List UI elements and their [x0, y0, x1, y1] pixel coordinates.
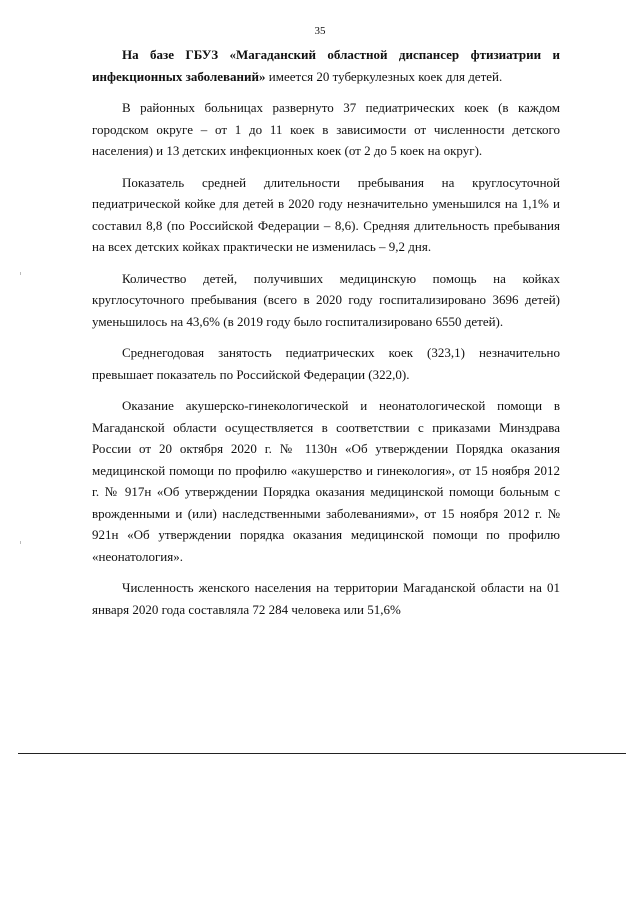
paragraph-obstetric-care: [92, 395, 560, 567]
paragraph-hospitalized-children-text: Количество детей, получивших медицинскую помощь на койках круглосуточного пребывания (всего в 2020 году госпитализировано 3696 детей) уменьшилось на 43,6% (в 2019 году было госпитализировано 6550 детей).: [92, 270, 560, 329]
paragraph-stay-duration: [92, 172, 560, 258]
page-number: 35: [314, 25, 326, 37]
paragraph-bed-occupancy-text: Среднегодовая занятость педиатрических коек (323,1) незначительно превышает показатель по Российской Федерации (322,0).: [92, 345, 560, 382]
scan-margin-mark: [20, 541, 21, 544]
paragraph-obstetric-care-text: Оказание акушерско-гинекологической и неонатологической помощи в Магаданской области осуществляется в соответствии с приказами Минздрава России от 20 октября 2020 г. № 1130н «Об утверждении Порядка оказания медицинской помощи по профилю «акушерство и гинекология», от 15 ноября 2012 г. № 917н «Об утверждении Порядка оказания медицинской помощи больным с врожденными и (или) наследственными заболеваниями», от 15 ноября 2012 г. № 921н «Об утверждении порядка оказания медицинской помощи по профилю «неонатология».: [92, 398, 560, 564]
paragraph-female-population: [92, 577, 560, 620]
document-body: [92, 44, 560, 630]
paragraph-bed-occupancy: [92, 342, 560, 385]
scan-margin-mark: [20, 272, 21, 275]
paragraph-district-hospitals-text: В районных больницах развернуто 37 педиатрических коек (в каждом городском округе – от 1 до 11 коек в зависимости от численности детского населения) и 13 детских инфекционных коек (от 2 до 5 коек на округ).: [92, 100, 560, 158]
paragraph-hospitalized-children: [92, 268, 560, 333]
paragraph-tb-beds: [92, 44, 560, 87]
paragraph-stay-duration-text: Показатель средней длительности пребывания на круглосуточной педиатрической койке для детей в 2020 году незначительно уменьшился на 1,1% и составил 8,8 (по Российской Федерации – 8,6). Средняя длительность пребывания на всех детских койках практически не изменилась – 9,2 дня.: [92, 174, 560, 254]
paragraph-female-population-text: Численность женского населения на территории Магаданской области на 01 января 2020 года составляла 72 284 человека или 51,6%: [92, 580, 560, 617]
paragraph-tb-beds-text: имеется 20 туберкулезных коек для детей.: [265, 68, 503, 84]
paragraph-tb-beds-bold: На базе ГБУЗ «Магаданский областной диспансер фтизиатрии и инфекционных заболеваний»: [92, 47, 560, 84]
paragraph-district-hospitals: [92, 97, 560, 162]
page-bottom-rule: [18, 753, 626, 754]
